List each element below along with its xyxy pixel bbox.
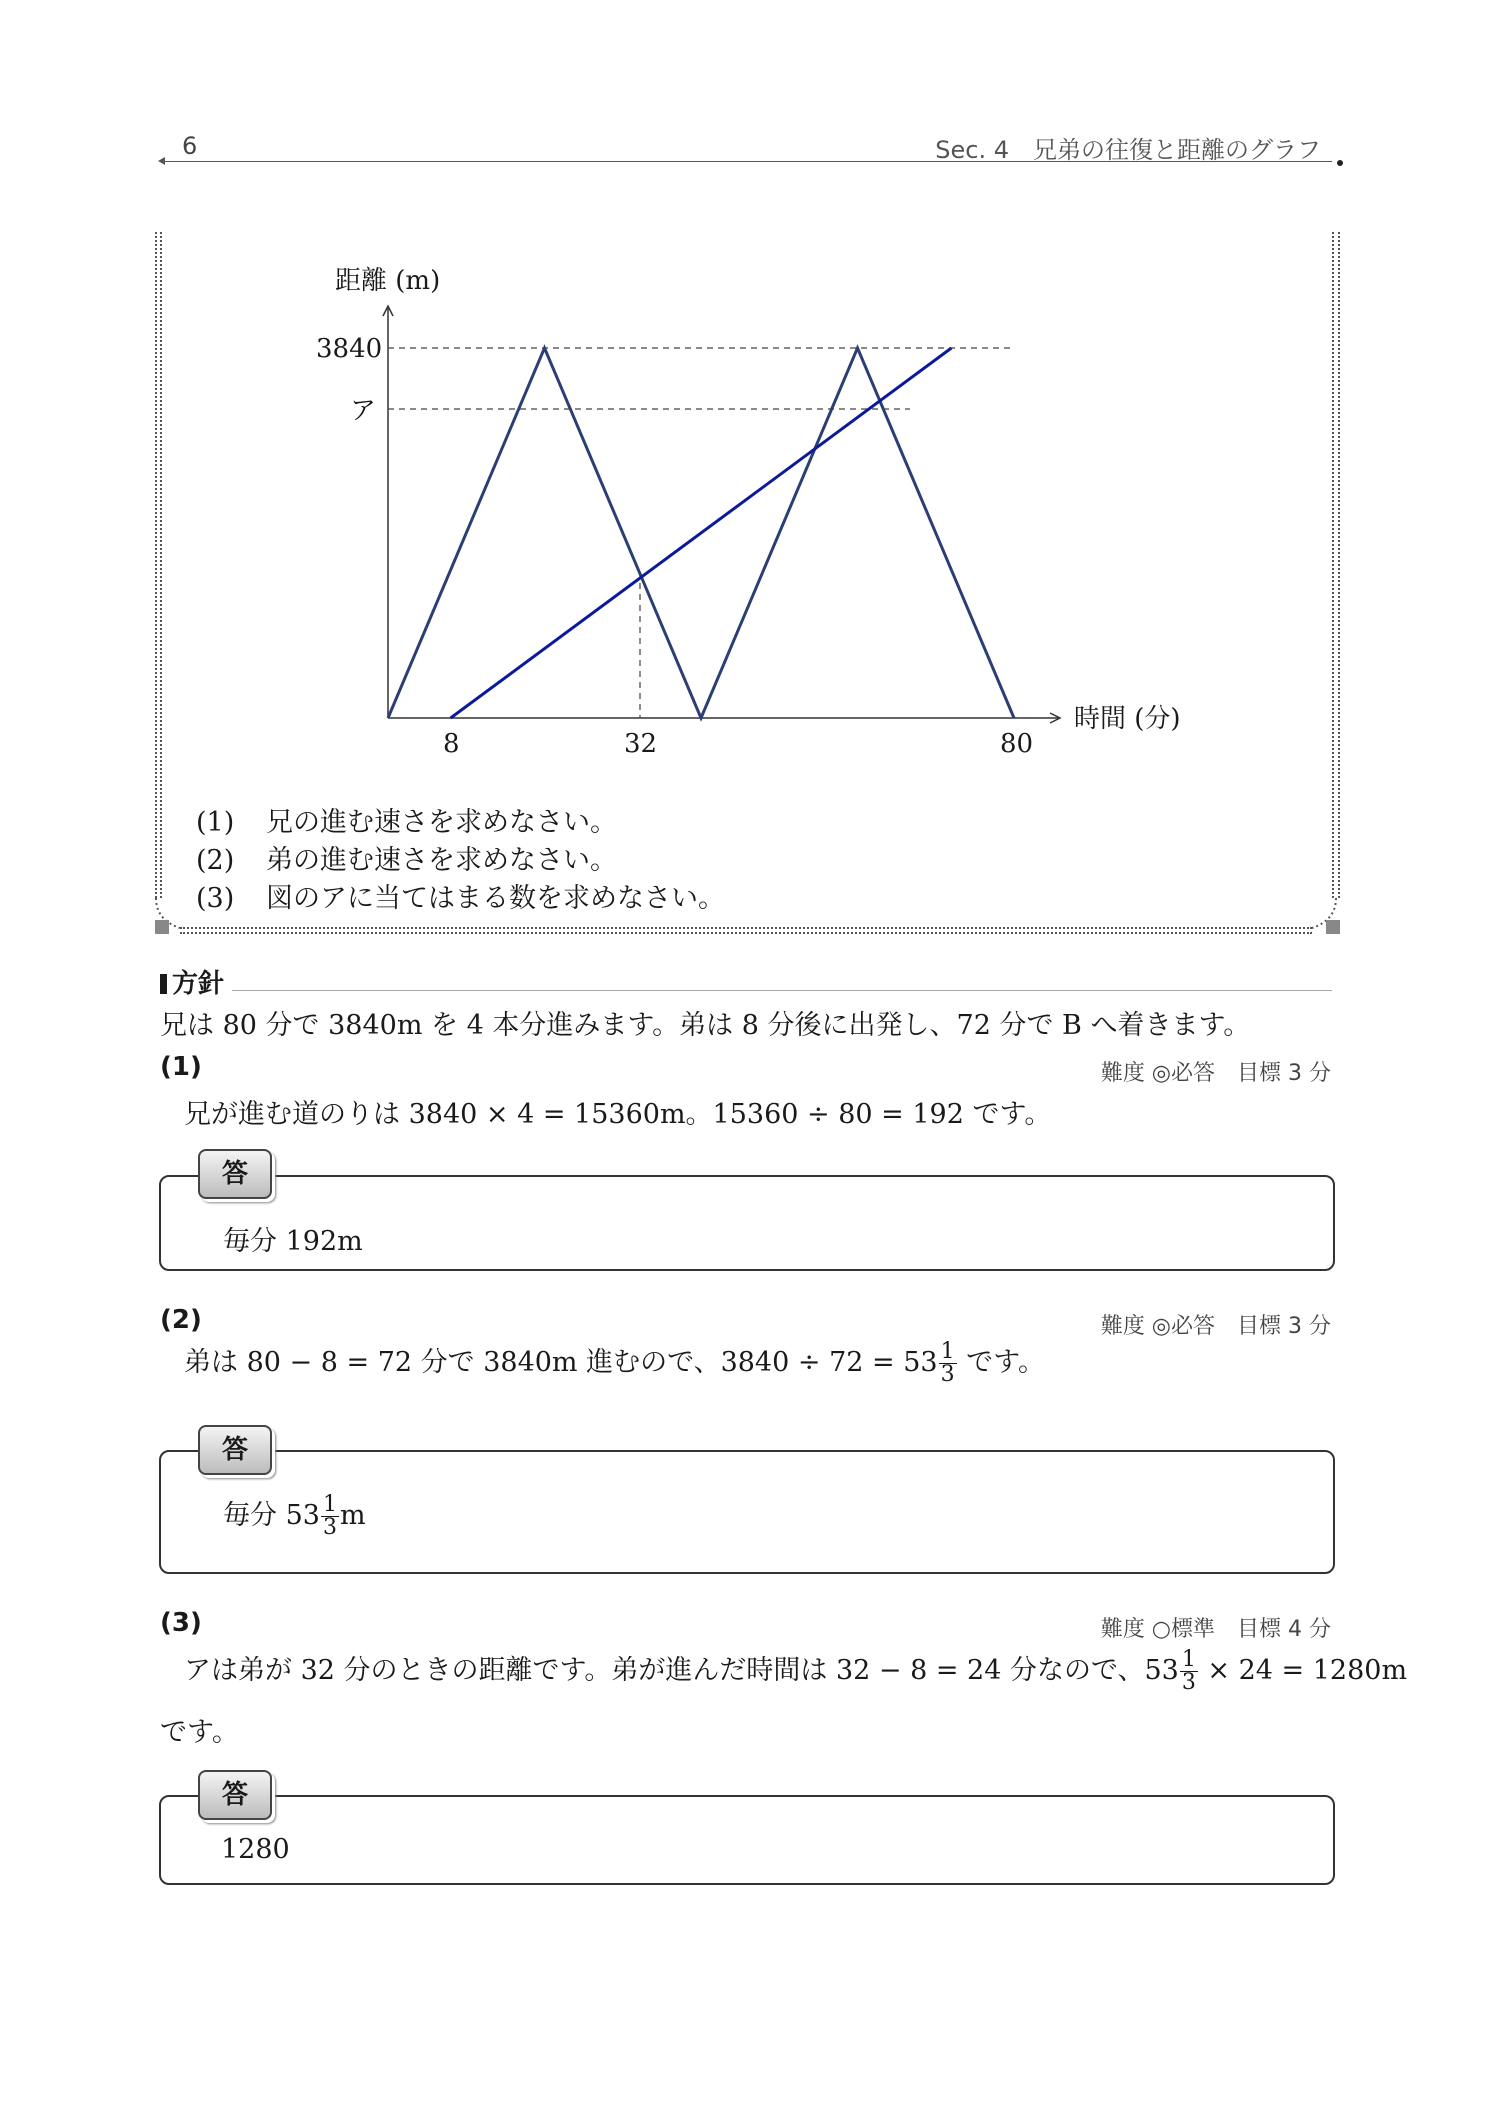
answer-box-3	[159, 1795, 1335, 1885]
part-3-difficulty: 難度 ○標準 目標 4 分	[1100, 1617, 1331, 1642]
fraction	[321, 1494, 339, 1539]
part-1-label: (1)	[160, 1052, 202, 1082]
answer-2-before: 毎分 53	[223, 1500, 320, 1531]
part-3-label: (3)	[160, 1608, 202, 1638]
question-3	[196, 876, 725, 915]
y-axis-label: 距離 (m)	[335, 266, 441, 296]
part-3-explanation-line2: です。	[160, 1717, 239, 1748]
question-number: (1)	[196, 807, 235, 838]
x-tick-80: 80	[1000, 729, 1034, 759]
fraction-denominator: 3	[940, 1362, 955, 1387]
answer-tab-2: 答	[198, 1425, 272, 1475]
x-axis-label: 時間 (分)	[1074, 704, 1181, 734]
question-2	[196, 838, 617, 877]
fraction	[939, 1341, 957, 1386]
part-2-explanation	[184, 1340, 1045, 1386]
answer-3: 1280	[221, 1834, 290, 1865]
part-3-explanation	[184, 1648, 1407, 1694]
fraction	[1180, 1649, 1198, 1694]
part-1-explanation: 兄が進む道のりは 3840 × 4 = 15360m。15360 ÷ 80 = 192 です。	[184, 1099, 1052, 1130]
series-younger-brother-line	[451, 348, 952, 718]
answer-tab-3: 答	[198, 1770, 272, 1820]
y-tick-3840: 3840	[316, 334, 383, 364]
question-text: 兄の進む速さを求めなさい。	[266, 807, 617, 838]
hoshin-heading: 方針	[172, 969, 225, 999]
part-3-text-before: アは弟が 32 分のときの距離です。弟が進んだ時間は 32 − 8 = 24 分なので、53	[184, 1655, 1179, 1686]
x-tick-8: 8	[443, 729, 460, 759]
fraction-denominator: 3	[322, 1515, 337, 1540]
question-text: 図のアに当てはまる数を求めなさい。	[266, 883, 725, 914]
question-number: (3)	[196, 883, 235, 914]
fraction-numerator: 1	[322, 1492, 337, 1517]
y-tick-a: ア	[350, 396, 377, 426]
page-number: 6	[182, 132, 198, 160]
part-2-text-after: です。	[957, 1347, 1046, 1378]
answer-tab-1: 答	[198, 1149, 272, 1199]
answer-1: 毎分 192m	[223, 1226, 363, 1257]
answer-2	[223, 1493, 366, 1539]
part-2-difficulty: 難度 ◎必答 目標 3 分	[1100, 1314, 1331, 1339]
x-tick-32: 32	[624, 729, 658, 759]
part-2-label: (2)	[160, 1305, 202, 1335]
fraction-numerator: 1	[1181, 1647, 1196, 1672]
question-number: (2)	[196, 845, 235, 876]
question-text: 弟の進む速さを求めなさい。	[266, 845, 617, 876]
section-title: Sec. 4 兄弟の往復と距離のグラフ	[935, 136, 1321, 164]
part-3-text-after: × 24 = 1280m	[1198, 1655, 1408, 1686]
hoshin-rule	[232, 990, 1332, 991]
hoshin-text: 兄は 80 分で 3840m を 4 本分進みます。弟は 8 分後に出発し、72 分で B へ着きます。	[160, 1010, 1251, 1041]
fraction-denominator: 3	[1181, 1670, 1196, 1695]
heading-marker-icon	[160, 974, 167, 994]
question-1	[196, 800, 617, 839]
answer-2-after: m	[339, 1500, 366, 1531]
part-2-text-before: 弟は 80 − 8 = 72 分で 3840m 進むので、3840 ÷ 72 = 53	[184, 1347, 938, 1378]
fraction-numerator: 1	[940, 1339, 955, 1364]
part-1-difficulty: 難度 ◎必答 目標 3 分	[1100, 1061, 1331, 1086]
